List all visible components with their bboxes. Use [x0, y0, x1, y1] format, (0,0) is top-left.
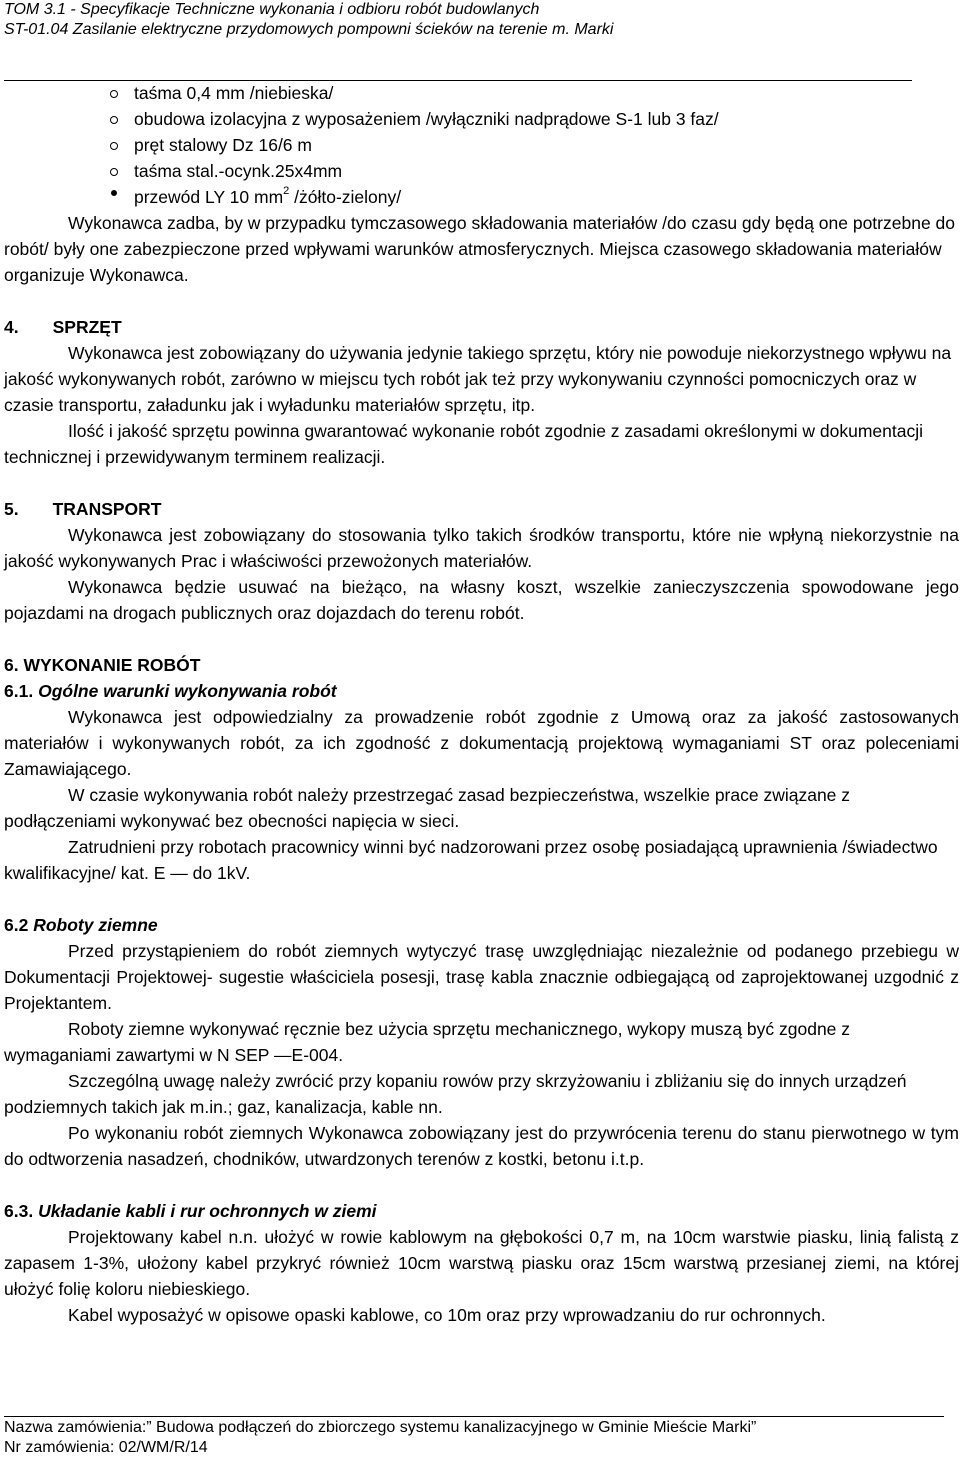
section-6-3-paragraph-1: Projektowany kabel n.n. ułożyć w rowie kablowym na głębokości 0,7 m, na 10cm warstwie piasku, linią falistą z zapasem 1-3%, ułożony kabel przykryć również 10cm warstwą piasku oraz 15cm warstwą przesianej ziemi, na której ułożyć folię koloru niebieskiego. [4, 1227, 959, 1299]
intro-paragraph: Wykonawca zadba, by w przypadku tymczasowego składowania materiałów /do czasu gdy będą one potrzebne do robót/ były one zabezpieczone przed wpływami warunków atmosferycznych. Miejsca czasowego składowania materiałów organizuje Wykonawca. [4, 213, 956, 285]
list-item: pręt stalowy Dz 16/6 m [4, 132, 959, 158]
bullet-icon [110, 116, 118, 124]
list-item: taśma 0,4 mm /niebieska/ [4, 80, 959, 106]
section-6-2-paragraph-4: Po wykonaniu robót ziemnych Wykonawca zobowiązany jest do przywrócenia terenu do stanu pierwotnego w tym do odtworzenia nasadzeń, chodników, utwardzonych terenów z kostki, betonu i.t.p. [4, 1123, 959, 1169]
section-6-heading: 6. WYKONANIE ROBÓT [4, 655, 201, 675]
header-title: TOM 3.1 - Specyfikacje Techniczne wykonania i odbioru robót budowlanych [4, 1, 540, 18]
bullet-icon [110, 90, 118, 98]
section-6-3-paragraph-2: Kabel wyposażyć w opisowe opaski kablowe, co 10m oraz przy wprowadzaniu do rur ochronnych. [68, 1305, 826, 1325]
section-4-paragraph-1: Wykonawca jest zobowiązany do używania jedynie takiego sprzętu, który nie powoduje niekorzystnego wpływu na jakość wykonywanych robót, zarówno w miejscu tych robót jak też przy wykonywaniu czynności pomocniczych oraz w czasie transportu, załadunku jak i wyładunku materiałów sprzętu, itp. [4, 343, 952, 415]
document-body [4, 80, 959, 1328]
section-6-2-paragraph-3: Szczególną uwagę należy zwrócić przy kopaniu rowów przy skrzyżowaniu i zbliżaniu się do innych urządzeń podziemnych takich jak m.in.; gaz, kanalizacja, kable nn. [4, 1071, 907, 1117]
section-6-1-paragraph-3: Zatrudnieni przy robotach pracownicy winni być nadzorowani przez osobę posiadającą uprawnienia /świadectwo kwalifikacyjne/ kat. E — do 1kV. [4, 837, 938, 883]
section-6-3-heading: 6.3. Układanie kabli i rur ochronnych w ziemi [4, 1201, 377, 1221]
bullet-icon [111, 190, 117, 196]
section-6-1-paragraph-1: Wykonawca jest odpowiedzialny za prowadzenie robót zgodnie z Umową oraz za jakość zastosowanych materiałów i wykonywanych robót, za ich zgodność z dokumentacją projektową wymaganiami ST oraz poleceniami Zamawiającego. [4, 707, 959, 779]
list-item: przewód LY 10 $mm^2$ /żółto-zielony/ [4, 184, 959, 210]
section-6-2-heading: 6.2 Roboty ziemne [4, 915, 158, 935]
header-subtitle: ST-01.04 Zasilanie elektryczne przydomowych pompowni ścieków na terenie m. Marki [4, 21, 614, 38]
materials-list [4, 80, 959, 210]
footer-order-number: Nr zamówienia: 02/WM/R/14 [4, 1439, 208, 1456]
section-6-2-paragraph-2: Roboty ziemne wykonywać ręcznie bez użycia sprzętu mechanicznego, wykopy muszą być zgodne z wymaganiami zawartymi w N SEP —E-004. [4, 1019, 851, 1065]
bullet-icon [110, 142, 118, 150]
bullet-icon [110, 168, 118, 176]
section-6-1-paragraph-2: W czasie wykonywania robót należy przestrzegać zasad bezpieczeństwa, wszelkie prace związane z podłączeniami wykonywać bez obecności napięcia w sieci. [4, 785, 851, 831]
list-item: obudowa izolacyjna z wyposażeniem /wyłączniki nadprądowe S-1 lub 3 faz/ [4, 106, 959, 132]
section-6-1-heading: 6.1. Ogólne warunki wykonywania robót [4, 681, 337, 701]
section-5-heading: 5. TRANSPORT [4, 499, 162, 519]
footer-divider [4, 1416, 944, 1417]
section-5-paragraph-1: Wykonawca jest zobowiązany do stosowania tylko takich środków transportu, które nie wpłyną niekorzystnie na jakość wykonywanych Prac i właściwości przewożonych materiałów. [4, 525, 959, 571]
section-4-paragraph-2: Ilość i jakość sprzętu powinna gwarantować wykonanie robót zgodnie z zasadami określonymi w dokumentacji technicznej i przewidywanym terminem realizacji. [4, 421, 924, 467]
section-6-2-paragraph-1: Przed przystąpieniem do robót ziemnych wytyczyć trasę uwzględniając niezależnie od podanego przebiegu w Dokumentacji Projektowej- sugestie właściciela posesji, trasę kabla znacznie odbiegającą od zaprojektowanej uzgodnić z Projektantem. [4, 941, 959, 1013]
section-4-heading: 4. SPRZĘT [4, 317, 122, 337]
section-5-paragraph-2: Wykonawca będzie usuwać na bieżąco, na własny koszt, wszelkie zanieczyszczenia spowodowane jego pojazdami na drogach publicznych oraz dojazdach do terenu robót. [4, 577, 959, 623]
footer-order-name: Nazwa zamówienia:” Budowa podłączeń do zbiorczego systemu kanalizacyjnego w Gminie Mieście Marki” [4, 1419, 757, 1436]
list-item: taśma stal.-ocynk.25x4mm [4, 158, 959, 184]
